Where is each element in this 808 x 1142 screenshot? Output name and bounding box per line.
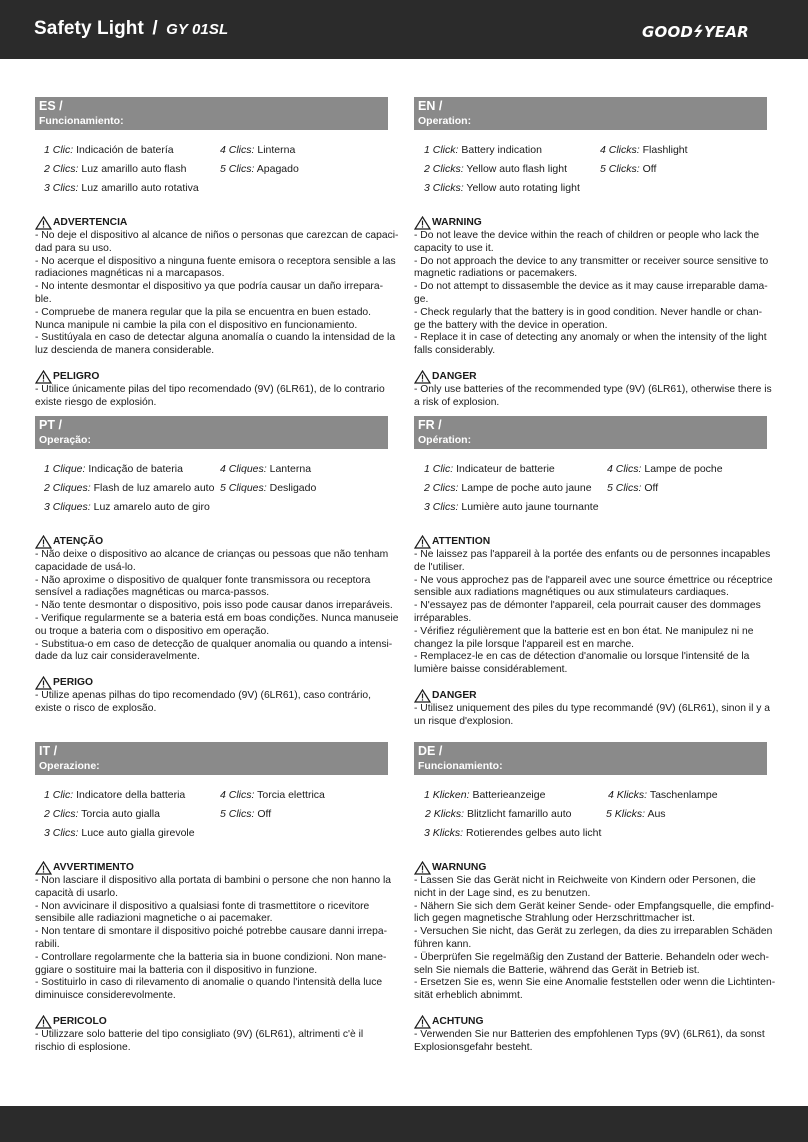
danger-line: - Only use batteries of the recommended type (9V) (6LR61), otherwise there is xyxy=(414,383,772,395)
danger-block xyxy=(35,370,393,410)
warning-triangle-icon xyxy=(35,1015,52,1029)
section-language-code: EN / xyxy=(418,99,443,113)
warning-line: diminuisce considerevolmente. xyxy=(35,990,176,1002)
warning-line: dade da luz cair consideravelmente. xyxy=(35,651,200,663)
warning-line: - Non lasciare il dispositivo alla portata di bambini o persone che non hanno la xyxy=(35,875,392,886)
danger-line: rischio di esplosione. xyxy=(35,1041,131,1053)
danger-line: - Verwenden Sie nur Batterien des empfohlenen Typs (9V) (6LR61), da sonst xyxy=(414,1028,765,1040)
section-subtitle: Operation: xyxy=(418,115,472,127)
warning-heading xyxy=(414,535,772,549)
click-item: 3 Cliques: Luz amarelo auto de giro xyxy=(44,501,210,513)
warning-line: lich gegen magnetische Strahlung oder Herzschrittmacher ist. xyxy=(414,913,696,925)
warning-line: ge. xyxy=(414,293,429,305)
click-item: 3 Clics: Lumière auto jaune tournante xyxy=(424,501,599,513)
click-item: 2 Klicks: Blitzlicht famarillo auto xyxy=(425,808,572,820)
wingfoot-icon: ϟ xyxy=(691,22,706,41)
warning-triangle-icon xyxy=(35,676,52,690)
click-functions xyxy=(35,144,393,204)
danger-line: existe o risco de explosão. xyxy=(35,702,157,714)
brand-logo xyxy=(642,22,749,41)
danger-block xyxy=(414,689,772,729)
warning-block xyxy=(414,216,772,358)
brand-logo-right: YEAR xyxy=(703,23,749,41)
warning-line: changez la pile lorsque l'appareil est en marche. xyxy=(414,638,635,650)
danger-title: PELIGRO xyxy=(53,370,100,382)
section-subtitle: Funcionamiento: xyxy=(418,760,503,772)
danger-line: - Utilize apenas pilhas do tipo recomendado (9V) (6LR61), caso contrário, xyxy=(35,690,371,702)
warning-line: seln Sie niemals die Batterie, während das Gerät in Betrieb ist. xyxy=(414,964,700,976)
warning-heading xyxy=(414,861,772,875)
warning-line: capacidade de usá-lo. xyxy=(35,561,136,573)
warning-line: führen kann. xyxy=(414,938,472,950)
warning-line: capacity to use it. xyxy=(414,242,494,254)
warning-line: Nunca manipule ni cambie la pila con el dispositivo en funcionamiento. xyxy=(35,319,358,331)
section-language-code: PT / xyxy=(39,418,62,432)
warning-line: - Do not leave the device within the reach of children or people who lack the xyxy=(414,230,760,241)
section-subtitle: Operazione: xyxy=(39,760,100,772)
click-item: 1 Click: Battery indication xyxy=(424,144,542,156)
warning-line: sensibile alle radiazioni magnetiche o ai pacemaker. xyxy=(35,913,273,925)
warning-line: - N'essayez pas de démonter l'appareil, cela pourrait causer des dommages xyxy=(414,600,761,612)
warning-line: - Replace it in case of detecting any anomaly or when the intensity of the light xyxy=(414,332,767,344)
warning-line: capacità di usarlo. xyxy=(35,887,118,899)
warning-line: - Ne vous approchez pas de l'appareil avec une source émettrice ou réceptrice xyxy=(414,574,773,586)
warning-title: WARNUNG xyxy=(432,861,487,873)
warning-line: - Lassen Sie das Gerät nicht in Reichweite von Kindern oder Personen, die xyxy=(414,875,756,886)
section-header xyxy=(35,742,388,775)
danger-heading xyxy=(35,1015,393,1029)
danger-title: ACHTUNG xyxy=(432,1015,484,1027)
product-name: Safety Light xyxy=(34,18,144,39)
click-item: 3 Clics: Luz amarillo auto rotativa xyxy=(44,182,199,194)
section-header xyxy=(35,97,388,130)
warning-block xyxy=(414,535,772,677)
section-subtitle: Funcionamiento: xyxy=(39,115,124,127)
warning-title: AVVERTIMENTO xyxy=(53,861,134,873)
warning-line: - Não deixe o dispositivo ao alcance de crianças ou pessoas que não tenham xyxy=(35,549,389,560)
click-item: 1 Clic: Indicación de batería xyxy=(44,144,174,156)
warning-line: - Nähern Sie sich dem Gerät keiner Sende- oder Empfangsquelle, die empfind- xyxy=(414,900,775,912)
danger-line: a risk of explosion. xyxy=(414,396,500,408)
click-functions xyxy=(414,463,772,523)
warning-line: - Check regularly that the battery is in good condition. Never handle or chan- xyxy=(414,306,762,318)
warning-block xyxy=(35,216,399,358)
section-language-code: FR / xyxy=(418,418,442,432)
warning-title: ADVERTENCIA xyxy=(53,216,128,228)
warning-line: ou troque a bateria com o dispositivo em operação. xyxy=(35,625,270,637)
section-language-code: IT / xyxy=(39,744,58,758)
danger-heading xyxy=(414,1015,772,1029)
section-subtitle: Opération: xyxy=(418,434,472,446)
section-header xyxy=(35,416,388,449)
click-item: 5 Clicks: Off xyxy=(600,163,657,175)
warning-line: nicht in der Lage sind, es zu benutzen. xyxy=(414,887,591,899)
warning-line: - Vérifiez régulièrement que la batterie est en bon état. Ne manipulez ni ne xyxy=(414,625,754,637)
click-functions xyxy=(35,789,393,849)
warning-line: - Do not attempt to dissasemble the device as it may cause irreparable dama- xyxy=(414,281,768,293)
click-functions xyxy=(35,463,393,523)
section-header xyxy=(414,416,767,449)
warning-block xyxy=(35,861,393,1003)
warning-line: - Não tente desmontar o dispositivo, pois isso pode causar danos irreparáveis. xyxy=(35,600,393,612)
warning-line: - Remplacez-le en cas de détection d'anomalie ou lorsque l'intensité de la xyxy=(414,651,750,663)
warning-line: falls considerably. xyxy=(414,345,496,357)
warning-line: - Controllare regolarmente che la batteria sia in buone condizioni. Non mane- xyxy=(35,951,387,963)
warning-line: - Ersetzen Sie es, wenn Sie eine Anomalie feststellen oder wenn die Lichtinten- xyxy=(414,977,776,989)
danger-line: un risque d'explosion. xyxy=(414,715,514,727)
warning-triangle-icon xyxy=(414,1015,431,1029)
warning-line: - No intente desmontar el dispositivo ya que podría causar un daño irrepara- xyxy=(35,281,384,293)
click-item: 5 Clics: Off xyxy=(220,808,272,820)
warning-line: irréparables. xyxy=(414,612,472,624)
warning-title: WARNING xyxy=(432,216,482,228)
warning-block xyxy=(35,535,399,664)
warning-line: luz descienda de manera considerable. xyxy=(35,345,215,357)
danger-heading xyxy=(35,370,393,384)
click-item: 5 Clics: Off xyxy=(607,482,659,494)
warning-line: radiaciones magnéticas ni a marcapasos. xyxy=(35,268,225,280)
danger-line: existe riesgo de explosión. xyxy=(35,396,157,408)
danger-heading xyxy=(35,676,393,690)
click-item: 4 Clics: Lampe de poche xyxy=(607,463,723,475)
warning-heading xyxy=(414,216,772,230)
warning-line: de l'utiliser. xyxy=(414,561,465,573)
click-item: 4 Cliques: Lanterna xyxy=(220,463,312,475)
click-item: 1 Clique: Indicação de bateria xyxy=(44,463,183,475)
click-item: 4 Clics: Linterna xyxy=(220,144,296,156)
section-de xyxy=(414,742,776,1055)
danger-block xyxy=(414,1015,772,1055)
click-item: 1 Clic: Indicateur de batterie xyxy=(424,463,555,475)
click-item: 3 Klicks: Rotierendes gelbes auto licht xyxy=(424,827,602,839)
section-subtitle: Operação: xyxy=(39,434,91,446)
warning-line: sität erheblich abnimmt. xyxy=(414,990,523,1002)
page-footer xyxy=(0,1106,808,1142)
click-item: 2 Clicks: Yellow auto flash light xyxy=(424,163,568,175)
warning-line: - No acerque el dispositivo a ninguna fuente emisora o receptora sensible a las xyxy=(35,255,396,267)
warning-line: - Non avvicinare il dispositivo a qualsiasi fonte di trasmettitore o ricevitore xyxy=(35,900,370,912)
warning-line: - Sostituirlo in caso di rilevamento di anomalie o quando l'intensità della luce xyxy=(35,977,383,989)
page-header xyxy=(0,0,808,59)
click-item: 4 Clicks: Flashlight xyxy=(600,144,688,156)
warning-line: ble. xyxy=(35,293,52,305)
warning-title: ATENÇÃO xyxy=(53,535,104,547)
section-language-code: ES / xyxy=(39,99,63,113)
click-functions xyxy=(414,144,772,204)
click-item: 4 Klicks: Taschenlampe xyxy=(608,789,718,801)
warning-triangle-icon xyxy=(414,861,431,875)
warning-heading xyxy=(35,216,393,230)
warning-triangle-icon xyxy=(35,216,52,230)
danger-heading xyxy=(414,370,772,384)
warning-triangle-icon xyxy=(35,370,52,384)
warning-line: - Verifique regularmente se a bateria está em boas condições. Nunca manuseie xyxy=(35,612,399,624)
click-item: 3 Clicks: Yellow auto rotating light xyxy=(424,182,580,194)
warning-line: - Non tentare di smontare il dispositivo poiché potrebbe causare danni irrepa- xyxy=(35,926,388,938)
click-item: 2 Cliques: Flash de luz amarelo auto xyxy=(44,482,215,494)
danger-block xyxy=(35,676,393,716)
warning-heading xyxy=(35,535,393,549)
danger-block xyxy=(414,370,772,410)
warning-triangle-icon xyxy=(414,216,431,230)
click-item: 3 Clics: Luce auto gialla girevole xyxy=(44,827,195,839)
danger-line: - Utilizzare solo batterie del tipo consigliato (9V) (6LR61), altrimenti c'è il xyxy=(35,1028,364,1040)
section-es xyxy=(35,97,399,410)
section-en xyxy=(414,97,772,410)
warning-triangle-icon xyxy=(35,535,52,549)
danger-line: Explosionsgefahr besteht. xyxy=(414,1041,533,1053)
warning-line: - Substitua-o em caso de detecção de qualquer anomalia ou quando a intensi- xyxy=(35,638,393,650)
warning-line: - Überprüfen Sie regelmäßig den Zustand der Batterie. Behandeln oder wech- xyxy=(414,951,769,963)
click-item: 5 Cliques: Desligado xyxy=(220,482,317,494)
warning-triangle-icon xyxy=(414,535,431,549)
warning-heading xyxy=(35,861,393,875)
section-pt xyxy=(35,416,399,716)
warning-line: lumière baisse considérablement. xyxy=(414,664,568,676)
warning-triangle-icon xyxy=(414,370,431,384)
danger-line: - Utilice únicamente pilas del tipo recomendado (9V) (6LR61), de lo contrario xyxy=(35,383,385,395)
danger-heading xyxy=(414,689,772,703)
click-item: 2 Clics: Lampe de poche auto jaune xyxy=(424,482,592,494)
danger-title: PERICOLO xyxy=(53,1015,107,1027)
click-item: 2 Clics: Torcia auto gialla xyxy=(44,808,160,820)
danger-title: DANGER xyxy=(432,370,477,382)
section-it xyxy=(35,742,393,1055)
warning-line: - Compruebe de manera regular que la pila se encuentra en buen estado. xyxy=(35,306,372,318)
danger-block xyxy=(35,1015,393,1055)
click-item: 1 Clic: Indicatore della batteria xyxy=(44,789,186,801)
warning-line: dad para su uso. xyxy=(35,242,112,254)
warning-line: - Não aproxime o dispositivo de qualquer fonte transmissora ou receptora xyxy=(35,574,371,586)
danger-title: DANGER xyxy=(432,689,477,701)
click-item: 5 Clics: Apagado xyxy=(220,163,299,175)
section-header xyxy=(414,742,767,775)
warning-line: ggiare o sostituire mai la batteria con il dispositivo in funzione. xyxy=(35,964,318,976)
click-item: 4 Clics: Torcia elettrica xyxy=(220,789,325,801)
warning-triangle-icon xyxy=(414,689,431,703)
warning-line: - Ne laissez pas l'appareil à la portée des enfants ou de personnes incapables xyxy=(414,549,771,560)
warning-line: ge the battery with the device in operation. xyxy=(414,319,608,331)
warning-title: ATTENTION xyxy=(432,535,491,547)
warning-line: - Sustitúyala en caso de detectar alguna anomalía o cuando la intensidad de la xyxy=(35,332,396,344)
click-item: 5 Klicks: Aus xyxy=(606,808,666,820)
click-item: 2 Clics: Luz amarillo auto flash xyxy=(44,163,187,175)
click-item: 1 Klicken: Batterieanzeige xyxy=(424,789,546,801)
title-separator: / xyxy=(152,18,158,39)
warning-line: sensible aux radiations magnétiques ou aux stimulateurs cardiaques. xyxy=(414,587,729,599)
warning-line: magnetic radiations or pacemakers. xyxy=(414,268,578,280)
warning-line: - No deje el dispositivo al alcance de niños o personas que carezcan de capaci- xyxy=(35,230,399,241)
warning-line: rabili. xyxy=(35,938,60,950)
model-number: GY 01SL xyxy=(166,21,229,38)
warning-line: sensível a radiações magnéticas ou marca-passos. xyxy=(35,587,270,599)
warning-line: - Versuchen Sie nicht, das Gerät zu zerlegen, da dies zu irreparablen Schäden xyxy=(414,926,773,938)
section-header xyxy=(414,97,767,130)
warning-triangle-icon xyxy=(35,861,52,875)
danger-title: PERIGO xyxy=(53,676,94,688)
warning-line: - Do not approach the device to any transmitter or receiver source sensitive to xyxy=(414,255,769,267)
section-fr xyxy=(414,416,772,729)
section-language-code: DE / xyxy=(418,744,443,758)
click-functions xyxy=(414,789,772,849)
page-title xyxy=(34,18,228,40)
danger-line: - Utilisez uniquement des piles du type recommandé (9V) (6LR61), sinon il y a xyxy=(414,702,770,714)
brand-logo-left: GOOD xyxy=(642,23,694,41)
warning-block xyxy=(414,861,776,1003)
